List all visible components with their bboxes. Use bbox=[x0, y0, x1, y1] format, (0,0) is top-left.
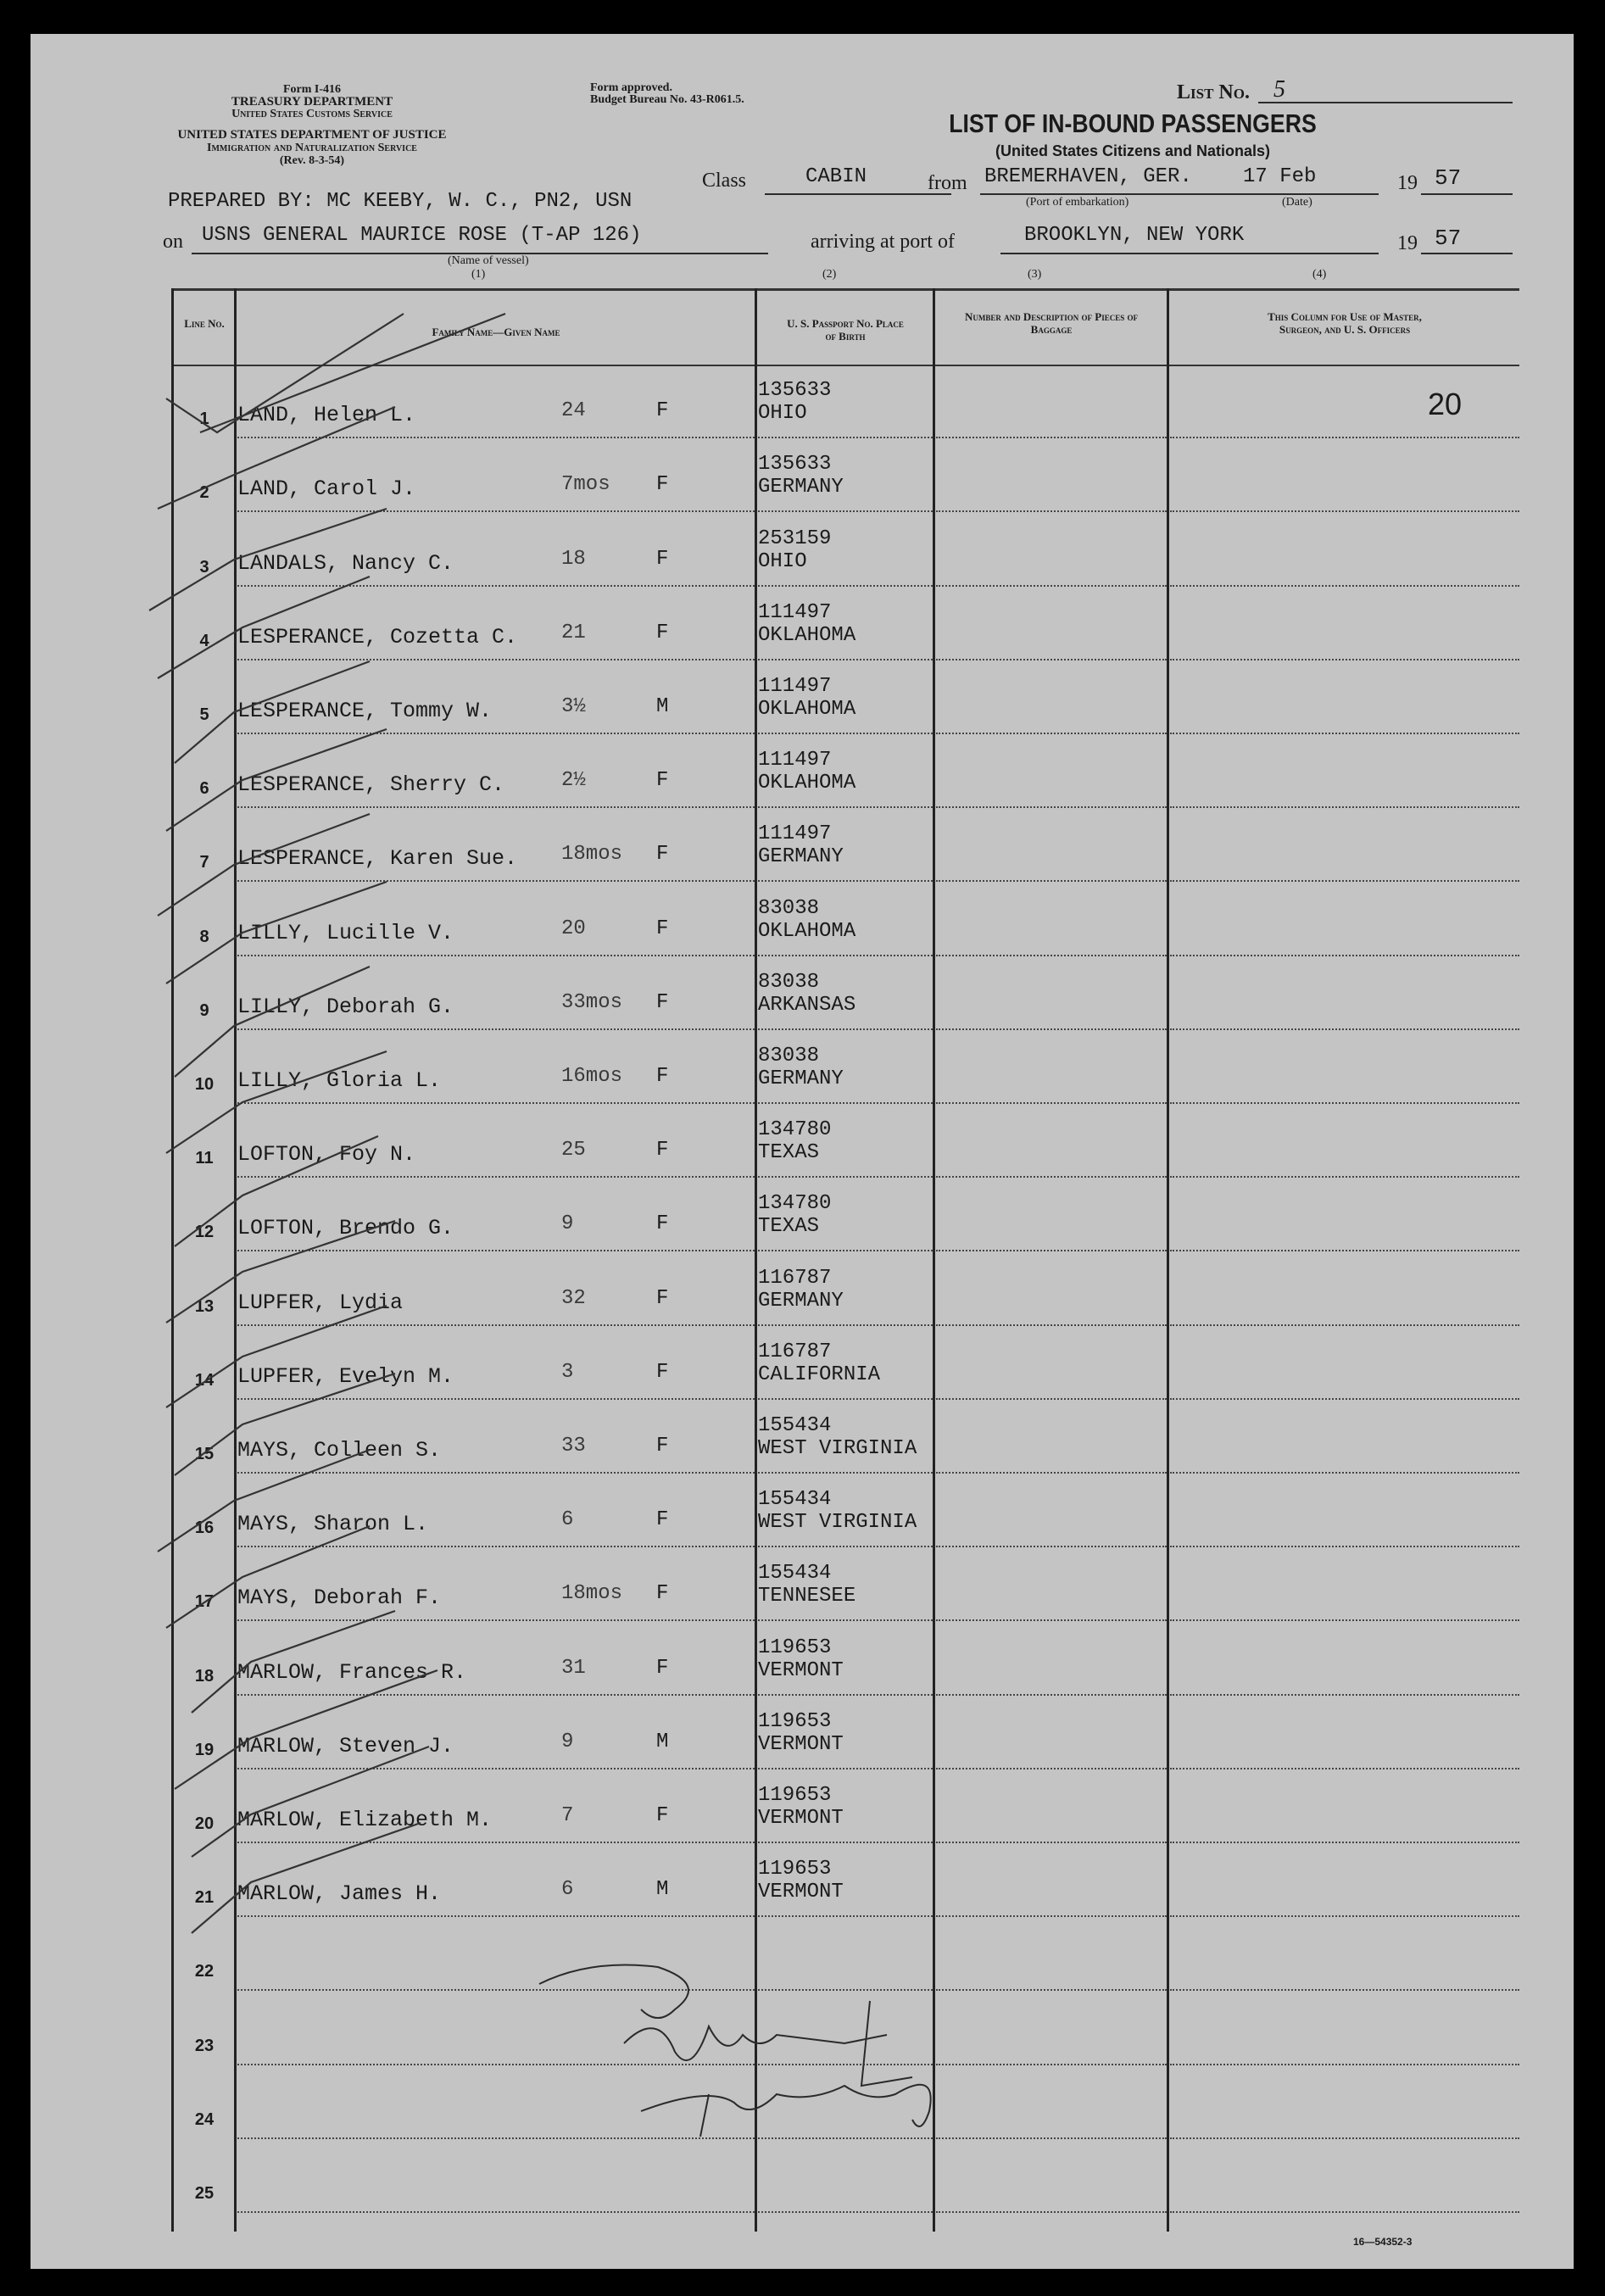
document-title: LIST OF IN-BOUND PASSENGERS bbox=[949, 109, 1317, 138]
passport-number: 119653 bbox=[758, 1636, 832, 1659]
column-number-4: (4) bbox=[1312, 268, 1327, 281]
list-number-value: 5 bbox=[1273, 76, 1285, 103]
handwritten-signature-icon bbox=[539, 1965, 931, 2137]
passport-number: 111497 bbox=[758, 674, 832, 698]
passenger-sex: F bbox=[656, 843, 669, 867]
place-of-birth: OKLAHOMA bbox=[758, 623, 856, 647]
prepared-by: PREPARED BY: MC KEEBY, W. C., PN2, USN bbox=[168, 190, 633, 213]
line-number: 19 bbox=[194, 1740, 215, 1759]
line-number: 8 bbox=[199, 927, 209, 946]
place-of-birth: ARKANSAS bbox=[758, 993, 856, 1017]
passenger-name: LILLY, Gloria L. bbox=[237, 1067, 442, 1093]
line-number: 6 bbox=[199, 779, 209, 799]
passenger-name: LESPERANCE, Karen Sue. bbox=[237, 846, 518, 872]
place-of-birth: VERMONT bbox=[758, 1881, 844, 1904]
place-of-birth: GERMANY bbox=[758, 845, 844, 869]
column-header-line-no: Line No. bbox=[184, 317, 225, 330]
passenger-sex: F bbox=[656, 1286, 669, 1310]
footer-code: 16—54352-3 bbox=[1353, 2236, 1413, 2248]
passenger-name: LILLY, Deborah G. bbox=[237, 994, 454, 1019]
passenger-name: MARLOW, James H. bbox=[237, 1881, 442, 1907]
passenger-name: MARLOW, Frances R. bbox=[237, 1659, 467, 1685]
passenger-age: 21 bbox=[561, 621, 586, 644]
line-number: 1 bbox=[199, 410, 209, 429]
vessel-name: USNS GENERAL MAURICE ROSE (T-AP 126) bbox=[202, 224, 642, 247]
place-of-birth: OHIO bbox=[758, 402, 807, 426]
passenger-age: 25 bbox=[561, 1139, 586, 1162]
department-of-justice: UNITED STATES DEPARTMENT OF JUSTICE bbox=[177, 128, 447, 142]
line-number: 16 bbox=[194, 1519, 215, 1538]
passenger-sex: F bbox=[656, 621, 669, 644]
passenger-age: 18mos bbox=[561, 843, 623, 867]
passenger-age: 3½ bbox=[561, 694, 586, 718]
place-of-birth: CALIFORNIA bbox=[758, 1363, 881, 1386]
passport-number: 119653 bbox=[758, 1709, 832, 1733]
handwritten-marks bbox=[31, 34, 1574, 2269]
line-number: 13 bbox=[194, 1296, 215, 1316]
passenger-name: LILLY, Lucille V. bbox=[237, 920, 454, 945]
column-header-passport: U. S. Passport No. Place of Birth bbox=[787, 317, 904, 343]
place-of-birth: TEXAS bbox=[758, 1141, 820, 1165]
passenger-name: LESPERANCE, Sherry C. bbox=[237, 772, 505, 798]
passport-number: 119653 bbox=[758, 1858, 832, 1881]
passenger-age: 16mos bbox=[561, 1064, 623, 1088]
passenger-sex: F bbox=[656, 1508, 669, 1532]
passenger-name: LUPFER, Evelyn M. bbox=[237, 1363, 454, 1389]
vessel-caption: (Name of vessel) bbox=[448, 254, 529, 267]
place-of-birth: WEST VIRGINIA bbox=[758, 1511, 917, 1535]
passenger-sex: F bbox=[656, 1582, 669, 1606]
place-of-birth: OKLAHOMA bbox=[758, 772, 856, 795]
passenger-name: MAYS, Colleen S. bbox=[237, 1437, 442, 1463]
officer-count: 20 bbox=[1428, 387, 1463, 421]
passenger-age: 3 bbox=[561, 1360, 574, 1384]
passport-number: 155434 bbox=[758, 1562, 832, 1585]
passenger-sex: F bbox=[656, 1139, 669, 1162]
place-of-birth: GERMANY bbox=[758, 1289, 844, 1312]
line-number: 17 bbox=[194, 1592, 215, 1612]
passenger-name: MARLOW, Elizabeth M. bbox=[237, 1807, 493, 1832]
passenger-age: 20 bbox=[561, 917, 586, 940]
passenger-age: 24 bbox=[561, 399, 586, 423]
passenger-sex: M bbox=[656, 694, 669, 718]
line-number: 25 bbox=[194, 2183, 215, 2203]
place-of-birth: TENNESEE bbox=[758, 1585, 856, 1608]
place-of-birth: WEST VIRGINIA bbox=[758, 1436, 917, 1460]
passenger-name: MAYS, Deborah F. bbox=[237, 1585, 442, 1611]
passenger-age: 6 bbox=[561, 1508, 574, 1532]
column-number-1: (1) bbox=[471, 268, 486, 281]
passenger-sex: F bbox=[656, 1212, 669, 1236]
column-header-baggage: Number and Description of Pieces of Baggage bbox=[965, 310, 1138, 336]
passenger-age: 7mos bbox=[561, 473, 610, 497]
form-approved: Form approved. bbox=[590, 81, 672, 94]
budget-bureau-number: Budget Bureau No. 43-R061.5. bbox=[590, 93, 744, 106]
passenger-sex: F bbox=[656, 917, 669, 940]
line-number: 7 bbox=[199, 853, 209, 872]
arrival-year: 57 bbox=[1435, 226, 1462, 251]
form-sheet bbox=[31, 34, 1574, 2269]
passport-number: 116787 bbox=[758, 1340, 832, 1363]
place-of-birth: VERMONT bbox=[758, 1658, 844, 1682]
line-number: 24 bbox=[194, 2109, 215, 2129]
passenger-sex: F bbox=[656, 769, 669, 793]
passenger-age: 6 bbox=[561, 1878, 574, 1902]
passenger-sex: M bbox=[656, 1878, 669, 1902]
line-number: 15 bbox=[194, 1444, 215, 1463]
year-prefix-2: 19 bbox=[1397, 232, 1418, 254]
embarkation-date: 17 Feb bbox=[1243, 165, 1317, 188]
passenger-sex: F bbox=[656, 1064, 669, 1088]
line-number: 9 bbox=[199, 1000, 209, 1020]
line-number: 20 bbox=[194, 1814, 215, 1833]
on-label: on bbox=[163, 231, 183, 253]
immigration-service: Immigration and Naturalization Service bbox=[207, 142, 417, 154]
line-number: 23 bbox=[194, 2036, 215, 2055]
passport-number: 134780 bbox=[758, 1118, 832, 1142]
passenger-sex: F bbox=[656, 990, 669, 1014]
passport-number: 155434 bbox=[758, 1488, 832, 1512]
embarkation-year: 57 bbox=[1435, 165, 1462, 191]
place-of-birth: OKLAHOMA bbox=[758, 919, 856, 943]
passenger-age: 18mos bbox=[561, 1582, 623, 1606]
passenger-age: 2½ bbox=[561, 769, 586, 793]
place-of-birth: VERMONT bbox=[758, 1732, 844, 1756]
line-number: 11 bbox=[195, 1149, 214, 1168]
treasury-department: TREASURY DEPARTMENT bbox=[231, 95, 393, 109]
passenger-age: 32 bbox=[561, 1286, 586, 1310]
passport-number: 83038 bbox=[758, 970, 820, 994]
line-number: 5 bbox=[199, 705, 209, 724]
passenger-name: LOFTON, Foy N. bbox=[237, 1142, 416, 1168]
passenger-sex: F bbox=[656, 399, 669, 423]
line-number: 22 bbox=[194, 1962, 215, 1981]
passenger-sex: F bbox=[656, 1434, 669, 1457]
passenger-sex: F bbox=[656, 473, 669, 497]
line-number: 10 bbox=[194, 1074, 215, 1094]
passenger-name: LANDALS, Nancy C. bbox=[237, 550, 454, 576]
place-of-birth: VERMONT bbox=[758, 1806, 844, 1830]
column-number-3: (3) bbox=[1028, 268, 1042, 281]
passport-number: 134780 bbox=[758, 1192, 832, 1216]
column-header-name: Family Name—Given Name bbox=[432, 326, 560, 338]
port-embarkation-caption: (Port of embarkation) bbox=[1026, 196, 1129, 209]
year-prefix: 19 bbox=[1397, 172, 1418, 194]
line-number: 14 bbox=[194, 1370, 215, 1390]
place-of-birth: OKLAHOMA bbox=[758, 697, 856, 721]
passenger-sex: F bbox=[656, 1360, 669, 1384]
passenger-sex: F bbox=[656, 1803, 669, 1827]
passenger-age: 31 bbox=[561, 1656, 586, 1680]
passport-number: 116787 bbox=[758, 1266, 832, 1290]
passenger-age: 9 bbox=[561, 1212, 574, 1236]
passenger-name: LESPERANCE, Cozetta C. bbox=[237, 624, 518, 649]
place-of-birth: TEXAS bbox=[758, 1215, 820, 1239]
line-number: 21 bbox=[194, 1888, 215, 1908]
passport-number: 155434 bbox=[758, 1413, 832, 1437]
passenger-name: LAND, Carol J. bbox=[237, 476, 416, 502]
passenger-name: MAYS, Sharon L. bbox=[237, 1512, 429, 1537]
form-number: Form I-416 bbox=[282, 83, 342, 96]
passport-number: 135633 bbox=[758, 379, 832, 403]
passenger-sex: F bbox=[656, 1656, 669, 1680]
revision-date: (Rev. 8-3-54) bbox=[279, 154, 345, 167]
line-number: 4 bbox=[199, 631, 209, 650]
class-value: CABIN bbox=[805, 165, 867, 188]
passport-number: 83038 bbox=[758, 1044, 820, 1067]
passport-number: 119653 bbox=[758, 1783, 832, 1807]
port-of-embarkation: BREMERHAVEN, GER. bbox=[984, 165, 1192, 188]
passport-number: 135633 bbox=[758, 453, 832, 476]
passenger-age: 7 bbox=[561, 1803, 574, 1827]
passport-number: 253159 bbox=[758, 527, 832, 550]
passenger-age: 33 bbox=[561, 1434, 586, 1457]
customs-service: United States Customs Service bbox=[231, 108, 393, 120]
passenger-name: LUPFER, Lydia bbox=[237, 1290, 404, 1315]
column-header-officers: This Column for Use of Master, Surgeon, and U. S. Officers bbox=[1268, 310, 1422, 336]
place-of-birth: GERMANY bbox=[758, 476, 844, 499]
column-number-2: (2) bbox=[822, 268, 837, 281]
date-caption: (Date) bbox=[1282, 196, 1312, 209]
passenger-name: LOFTON, Brendo G. bbox=[237, 1216, 454, 1241]
passenger-name: LESPERANCE, Tommy W. bbox=[237, 698, 493, 723]
place-of-birth: GERMANY bbox=[758, 1067, 844, 1090]
passenger-age: 9 bbox=[561, 1730, 574, 1753]
passenger-sex: M bbox=[656, 1730, 669, 1753]
class-label: Class bbox=[702, 170, 747, 192]
passenger-sex: F bbox=[656, 547, 669, 571]
list-number-label: List No. bbox=[1177, 81, 1250, 103]
passenger-name: LAND, Helen L. bbox=[237, 403, 416, 428]
passenger-age: 18 bbox=[561, 547, 586, 571]
passport-number: 111497 bbox=[758, 749, 832, 772]
line-number: 18 bbox=[194, 1666, 215, 1686]
line-number: 3 bbox=[199, 557, 209, 577]
passport-number: 83038 bbox=[758, 896, 820, 920]
place-of-birth: OHIO bbox=[758, 549, 807, 573]
line-number: 2 bbox=[199, 483, 209, 503]
line-number: 12 bbox=[194, 1223, 215, 1242]
passenger-age: 33mos bbox=[561, 990, 623, 1014]
arriving-label: arriving at port of bbox=[811, 231, 955, 253]
document-subtitle: (United States Citizens and Nationals) bbox=[995, 142, 1271, 159]
from-label: from bbox=[928, 172, 967, 194]
passenger-name: MARLOW, Steven J. bbox=[237, 1733, 454, 1758]
passport-number: 111497 bbox=[758, 600, 832, 624]
arrival-port: BROOKLYN, NEW YORK bbox=[1024, 224, 1245, 247]
passport-number: 111497 bbox=[758, 822, 832, 846]
